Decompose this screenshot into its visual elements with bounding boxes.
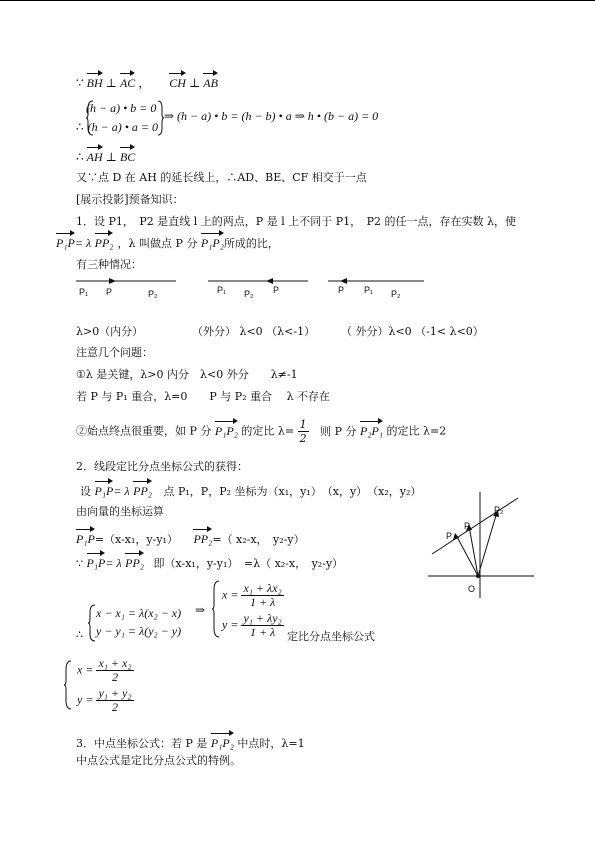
point-p2-label: P₂ bbox=[494, 505, 504, 515]
midpoint-brace bbox=[64, 660, 72, 710]
system-x-equation: x − x₁ = λ(x₂ − x) bbox=[96, 606, 182, 620]
implies-arrow: ⇒ bbox=[195, 603, 206, 617]
origin-label: O bbox=[468, 584, 476, 594]
midpoint-y: y = $\frac{\text{y₁ + y₂}}{2}$ bbox=[77, 686, 132, 714]
ratio-setup: 设 P₁P= λ PP₂ 点 P₁，P，P₂ 坐标为（x₁，y₁） （x，y） （x₂，y₂） bbox=[80, 480, 421, 499]
concurrency-statement: 又∵点 D 在 AH 的延长线上，∴AD、BE、CF 相交于一点 bbox=[76, 171, 367, 184]
case3-label-p1: P₁ bbox=[364, 285, 374, 295]
case-range-internal: λ>0（内分） bbox=[76, 325, 144, 338]
implication-chain: ⇒ (h − a) • b = (h − b) • a ⇒ h • (b − a) = 0 bbox=[164, 109, 379, 123]
section-2-heading: 2．线段定比分点坐标公式的获得： bbox=[76, 460, 248, 473]
vector-bh: BH bbox=[87, 72, 103, 90]
definition-text-2: P₁P= λ PP₂ ，λ 叫做点 P 分 P₁P₂所成的比， bbox=[56, 232, 279, 251]
midpoint-definition: 3．中点坐标公式：若 P 是 P₁P₂ 中点时，λ=1 bbox=[76, 732, 305, 751]
system-y-equation: y − y₁ = λ(y₂ − y) bbox=[96, 624, 182, 638]
vector-ab: AB bbox=[203, 72, 218, 90]
definition-text: 1．设 P1， P2 是直线 l 上的两点，P 是 l 上不同于 P1， P2 的任一点，存在实数 λ，使 bbox=[76, 215, 516, 228]
note-3: ②始点终点很重要，如 P 分 P₁P₂ 的定比 λ= $\frac{1}{2}$ 则 P 分 P₂P₁ 的定比 λ=2 bbox=[76, 418, 447, 445]
solution-brace bbox=[212, 580, 220, 638]
system-eq-1: (h − a) • b = 0 bbox=[86, 101, 157, 115]
note-1: ①λ 是关键，λ>0 内分 λ<0 外分 λ≠-1 bbox=[76, 368, 298, 381]
fraction-one-half: $\frac{1}{2}$ bbox=[299, 418, 307, 445]
ratio-equation: ∵ P₁P= λ PP₂ 即（x-x₁，y-y₁） =λ（ x₂-x， y₂-y） bbox=[76, 552, 343, 571]
case1-label-p: P bbox=[106, 287, 113, 297]
point-p1-label: P bbox=[446, 531, 453, 541]
division-point-figure bbox=[428, 490, 538, 600]
section-heading: [展示投影]预备知识： bbox=[76, 193, 184, 206]
solution-y: y = $\frac{\text{y₁ + λy₂}}{1 + \lambda}$ bbox=[222, 611, 282, 639]
page-top-border bbox=[0, 0, 595, 1]
case-range-external-2: （ 外分）λ<0 （-1< λ<0） bbox=[341, 325, 484, 338]
case2-label-p: P bbox=[273, 285, 280, 295]
system-brace bbox=[88, 604, 96, 642]
notes-heading: 注意几个问题： bbox=[76, 346, 153, 359]
vector-ch: CH bbox=[169, 72, 186, 90]
case1-label-p1: P₁ bbox=[79, 287, 89, 297]
point-p-label: P bbox=[464, 521, 471, 531]
case1-label-p2: P₂ bbox=[148, 289, 158, 299]
case3-label-p2: P₂ bbox=[391, 289, 401, 299]
case2-label-p2: P₂ bbox=[244, 289, 254, 299]
therefore-symbol: ∴ bbox=[76, 628, 83, 641]
case-diagram-external-2 bbox=[328, 277, 438, 299]
case3-label-p: P bbox=[338, 285, 345, 295]
solution-x: x = $\frac{\text{x₁ + λx₂}}{1 + \lambda}$ bbox=[222, 581, 282, 609]
three-cases-heading: 有三种情况： bbox=[76, 258, 142, 271]
vector-ac: AC bbox=[120, 72, 135, 90]
perpendicular-conclusion: ∴ AH ⊥ BC bbox=[76, 146, 135, 164]
note-2: 若 P 与 P₁ 重合，λ=0 P 与 P₂ 重合 λ 不存在 bbox=[76, 390, 331, 403]
vector-coordinates: P₁P=（x-x₁，y-y₁） PP₂=（ x₂-x， y₂-y） bbox=[76, 528, 305, 547]
line-l bbox=[432, 498, 518, 554]
coordinate-operation-text: 由向量的坐标运算 bbox=[76, 505, 164, 518]
left-brace bbox=[86, 100, 94, 136]
case-diagram-internal bbox=[76, 277, 186, 299]
system-eq-2: ∴ (h − a) • a = 0 bbox=[76, 120, 159, 134]
case2-label-p1: P₁ bbox=[217, 285, 227, 295]
formula-caption: 定比分点坐标公式 bbox=[287, 630, 375, 643]
case-range-external-1: （外分） λ<0 （λ<-1） bbox=[192, 325, 316, 338]
midpoint-x: x = $\frac{\text{x₁ + x₂}}{2}$ bbox=[77, 656, 132, 684]
midpoint-remark: 中点公式是定比分点公式的特例。 bbox=[76, 754, 241, 767]
perpendicular-statement-1: ∵ BH ⊥ AC ， CH ⊥ AB bbox=[76, 72, 218, 90]
